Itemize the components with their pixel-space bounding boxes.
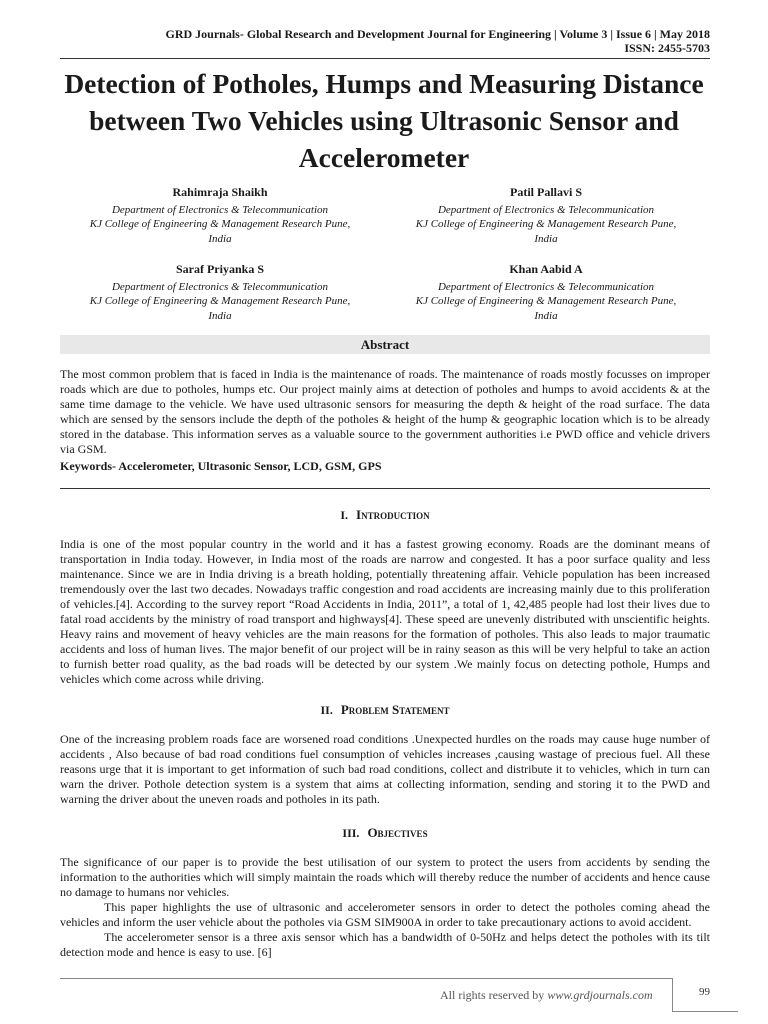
header-rule xyxy=(60,58,710,59)
section-number: III. xyxy=(342,826,360,840)
author-country: India xyxy=(208,310,232,323)
objectives-text xyxy=(60,855,710,960)
author-college: KJ College of Engineering & Management Research Pune, xyxy=(89,295,351,308)
paper-title: Detection of Potholes, Humps and Measuring Distance between Two Vehicles using Ultrasonic Sensor and Accelerometer xyxy=(64,68,704,173)
author-name: Rahimraja Shaikh xyxy=(172,185,268,199)
abstract-heading: Abstract xyxy=(60,335,710,354)
page-number: 99 xyxy=(699,986,710,998)
footer-rule xyxy=(60,978,672,979)
abstract-text: The most common problem that is faced in India is the maintenance of roads. The maintenance of roads mostly focusses on improper roads which are due to potholes, humps etc. Our project mainly aims at detection of potholes and humps to avoid accidents & at the same time damage to the vehicle. We have used ultrasonic sensors for measuring the depth & height of the road surface. The data which are sensed by the sensors include the depth of the potholes & height of the hump & geographic location which is to be already stored in the database. This information serves as a valuable source to the government authorities i.e PWD office and vehicle drivers via GSM. xyxy=(60,367,710,456)
author-college: KJ College of Engineering & Management Research Pune, xyxy=(89,218,351,231)
author-1 xyxy=(70,185,370,247)
author-2 xyxy=(396,185,696,247)
journal-info: GRD Journals- Global Research and Development Journal for Engineering | Volume 3 | Issue 6 | May 2018 xyxy=(165,27,710,41)
author-country: India xyxy=(208,233,232,246)
objectives-paragraph-1: The significance of our paper is to provide the best utilisation of our system to protect the users from accidents by sending the information to the authorities which will simply maintain the roads which will thereby reduce the number of accidents and hence cause no damage to humans nor vehicles. xyxy=(60,855,710,899)
author-4 xyxy=(396,262,696,324)
author-dept: Department of Electronics & Telecommunication xyxy=(437,280,655,293)
issn: ISSN: 2455-5703 xyxy=(624,41,710,55)
section-number: II. xyxy=(320,703,333,717)
keywords: Keywords- Accelerometer, Ultrasonic Sensor, LCD, GSM, GPS xyxy=(60,459,382,473)
author-college: KJ College of Engineering & Management Research Pune, xyxy=(415,218,677,231)
author-name: Patil Pallavi S xyxy=(510,185,582,199)
section-title: Objectives xyxy=(367,825,428,840)
journal-website-link[interactable]: www.grdjournals.com xyxy=(547,988,653,1002)
author-country: India xyxy=(534,233,558,246)
author-dept: Department of Electronics & Telecommunication xyxy=(111,203,329,216)
abstract-rule xyxy=(60,488,710,489)
rights-text: All rights reserved by xyxy=(440,988,548,1002)
objectives-paragraph-3: The accelerometer sensor is a three axis sensor which has a bandwidth of 0-50Hz and helps detect the potholes with its tilt detection mode and hence is easy to use. [6] xyxy=(60,930,710,959)
section-title: Problem Statement xyxy=(340,702,450,717)
author-3 xyxy=(70,262,370,324)
author-name: Saraf Priyanka S xyxy=(175,262,264,276)
section-heading-problem-statement xyxy=(60,702,710,718)
section-number: I. xyxy=(340,508,349,522)
author-name: Khan Aabid A xyxy=(509,262,583,276)
introduction-text: India is one of the most popular country in the world and it has a fastest growing economy. Roads are the dominant means of transportation in India today. However, in India most of the roads are narrow and congested. It has a poor surface quality and less maintenance. Since we are in India driving is a breath holding, potentially threatening affair. Vehicle population has been increased tremendously over the last two decades. Nowadays traffic congestion and road accidents are increasing mainly due to this proliferation of vehicles.[4]. According to the survey report “Road Accidents in India, 2011”, a total of 1, 42,485 people had lost their lives due to fatal road accidents by the ministry of road transport and highways[4]. These speed are unevenly distributed with unscientific heights. Heavy rains and movement of heavy vehicles are the main reasons for the formation of potholes. This also leads to major traumatic accidents and loss of human lives. The major benefit of our project will be in rainy season as this will be very helpful to take an action to furnish better road quality, as the bad roads will be detected by our system .We mainly focus on detecting pothole, Humps and vehicles which come across while driving. xyxy=(60,537,710,686)
section-heading-introduction xyxy=(60,507,710,523)
author-dept: Department of Electronics & Telecommunication xyxy=(437,203,655,216)
section-heading-objectives xyxy=(60,825,710,841)
problem-statement-text: One of the increasing problem roads face are worsened road conditions .Unexpected hurdles on the roads may cause huge number of accidents , Also because of bad road conditions fuel consumption of vehicles increases ,causing wastage of precious fuel. All these reasons urge that it is important to get information of such bad road conditions, collect and distribute it to vehicles, which in turn can warn the driver. Pothole detection system is a system that aims at collecting information, sending and storing it to the PWD and warning the driver about the uneven roads and potholes in its path. xyxy=(60,732,710,806)
author-country: India xyxy=(534,310,558,323)
section-title: Introduction xyxy=(356,507,430,522)
footer-rights xyxy=(440,988,653,1003)
journal-header xyxy=(165,27,710,55)
author-college: KJ College of Engineering & Management Research Pune, xyxy=(415,295,677,308)
author-dept: Department of Electronics & Telecommunication xyxy=(111,280,329,293)
objectives-paragraph-2: This paper highlights the use of ultrasonic and accelerometer sensors in order to detect the potholes coming ahead the vehicles and inform the user vehicle about the potholes via GSM SIM900A in order to take precautionary actions to avoid accident. xyxy=(60,900,710,929)
